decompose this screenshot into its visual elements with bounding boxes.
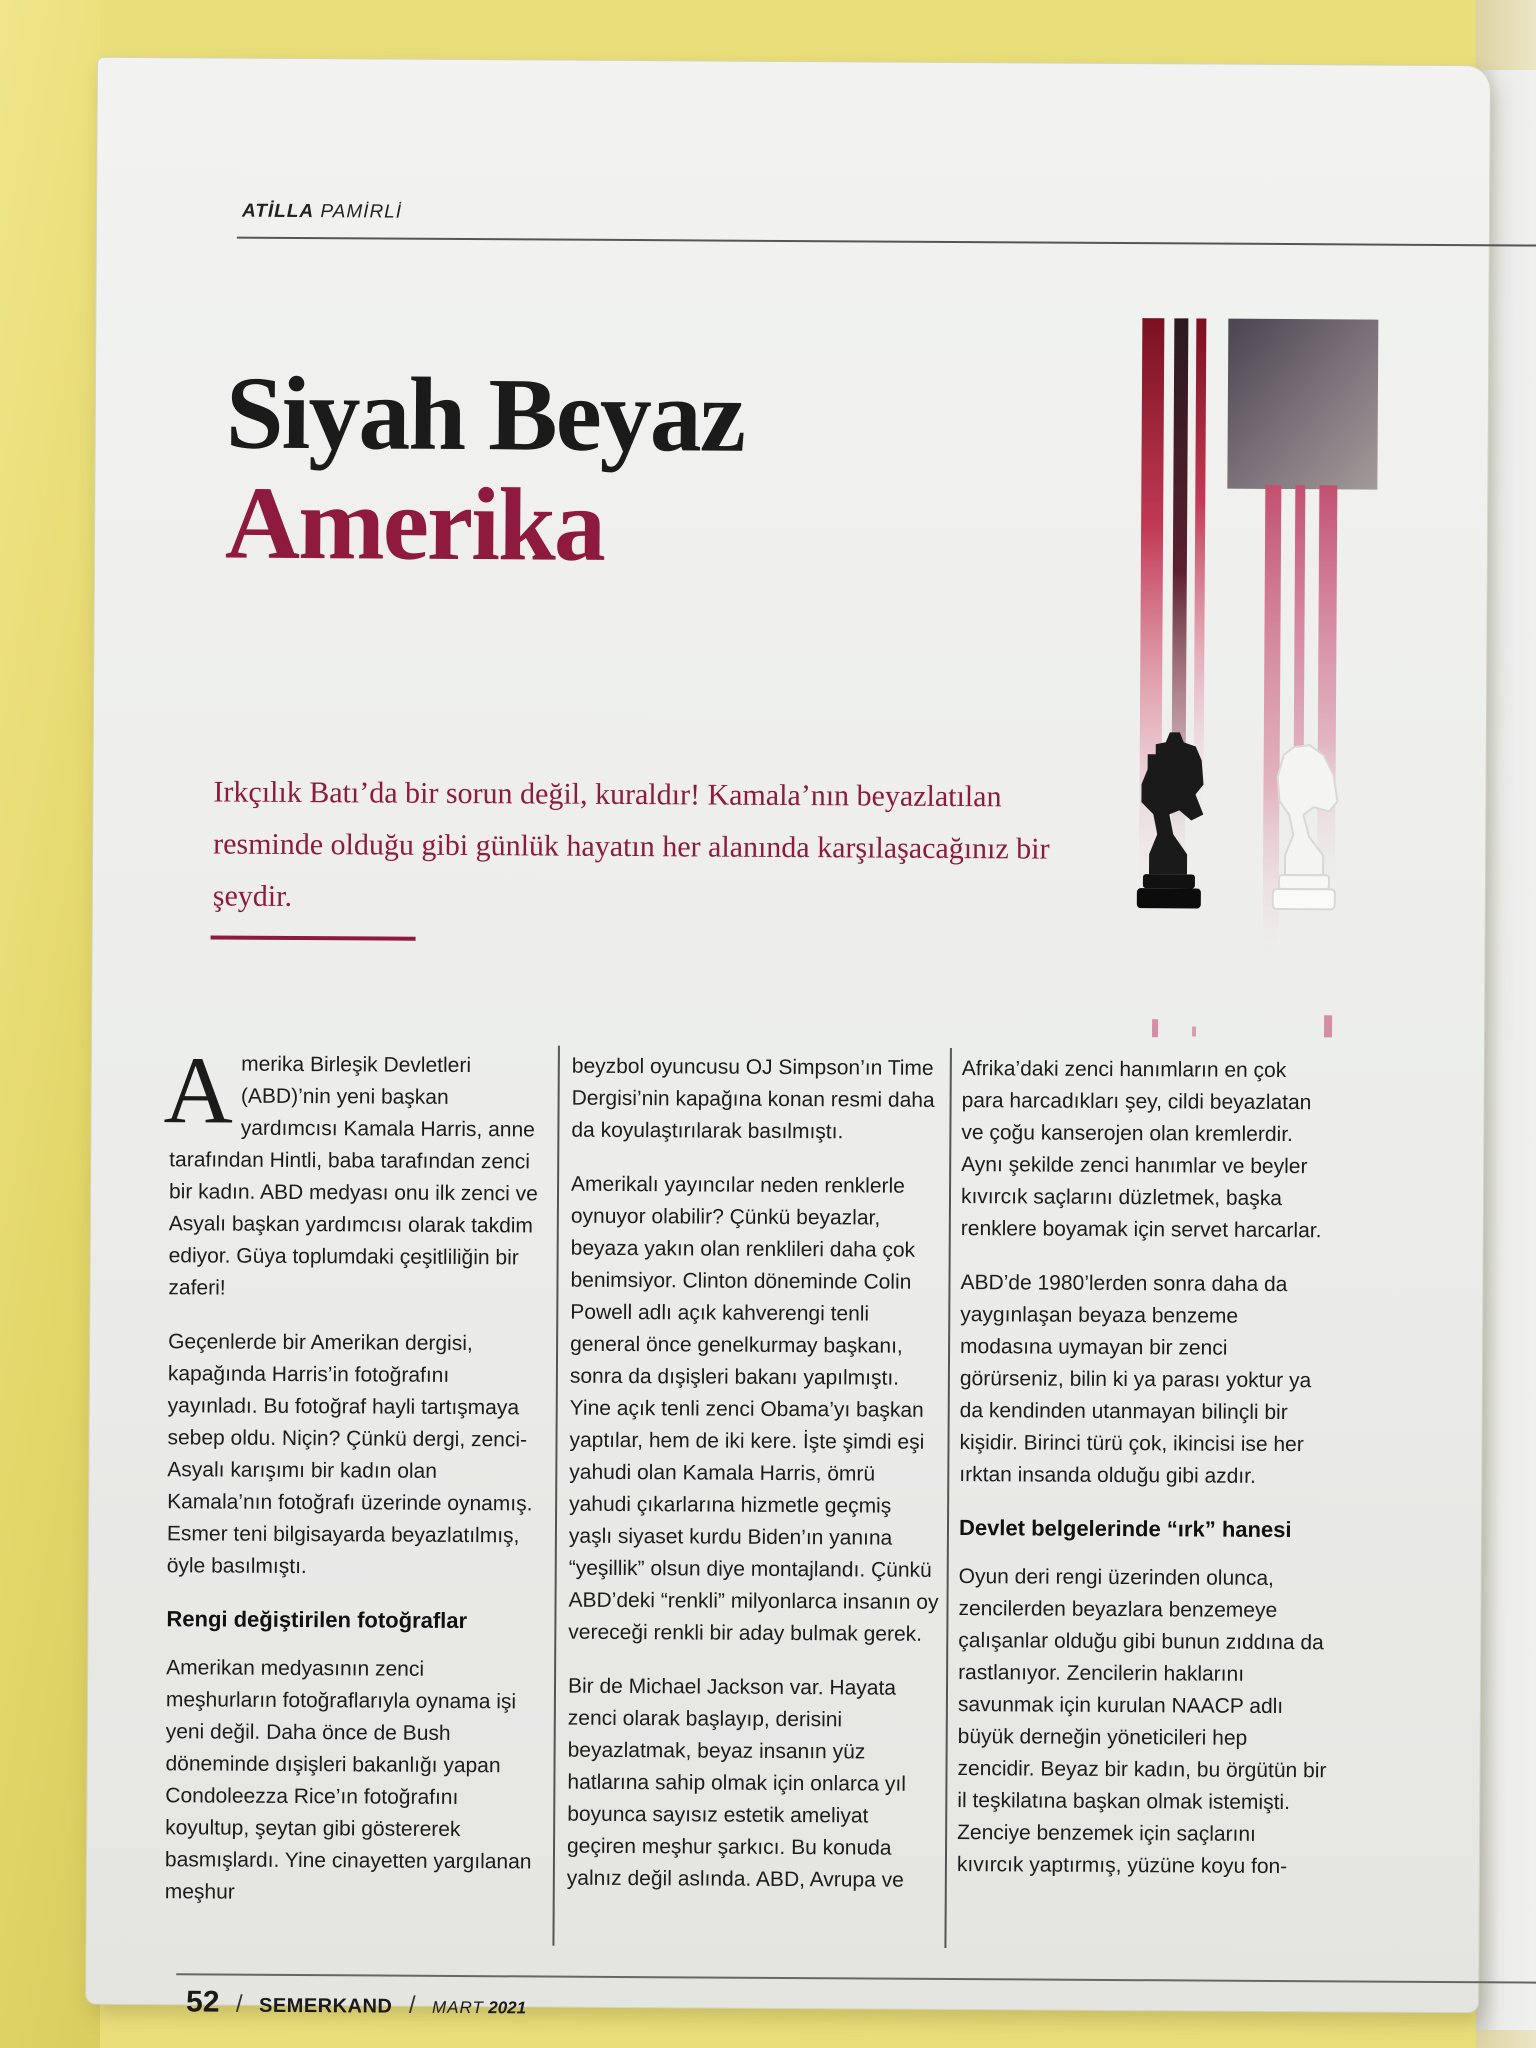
text-column-2 [567,1051,942,1919]
issue-month: MART [431,1997,484,2018]
lead-paragraph: Irkçılık Batı’da bir sorun değil, kuraldır! Kamala’nın beyazlatılan resminde olduğu gibi günlük hayatın her alanında karşılaşacağınız bir şeydir. [212,775,1050,913]
paragraph: Amerikalı yayıncılar neden renklerle oynuyor olabilir? Çünkü beyazlar, beyaza yakın olan renklileri daha çok benimsiyor. Clinton döneminde Colin Powell adlı açık kahverengi tenli general önce genelkurmay başkanı, sonra da dışişleri bakanı yapılmıştı. Yine açık tenli zenci Obama’yı başkan yaptılar, hem de iki kere. İşte şimdi eşi yahudi olan Kamala Harris, ömrü yahudi çıkarlarına hizmetle geçmiş yaşlı siyaset kurdu Biden’ın yanına “yeşillik” olsun diye montajlandı. Çünkü ABD’deki “renkli” milyonlarca insanın oy vereceği renkli bir aday bulmak gerek. [568,1172,939,1646]
paragraph: Geçenlerde bir Amerikan dergisi, kapağında Harris’in fotoğrafını yayınladı. Bu fotoğraf hayli tartışmaya sebep oldu. Niçin? Çünkü dergi, zenci-Asyalı karışımı bir kadın olan Kamala’nın fotoğrafı üzerinde oynamış. Esmer teni bilgisayarda beyazlatılmış, öyle basılmıştı. [166,1330,533,1579]
title-line-1: Siyah Beyaz [225,355,745,474]
paragraph: Amerikan medyasının zenci meşhurların fotoğraflarıyla oynama işi yeni değil. Daha önce de Bush döneminde dışişleri bakanlığı yapan Condoleezza Rice’ın fotoğrafını koyultup, şeytan gibi göstererek basmışlardı. Yine cinayetten yargılanan meşhur [164,1656,532,1904]
article-title [224,355,745,583]
drop-cap: A [163,1036,234,1144]
paragraph-text: merika Birleşik Devletleri (ABD)’nin yeni başkan yardımcısı Kamala Harris, anne tarafından Hintli, baba tarafından zenci bir kadın. ABD medyası onu ilk zenci ve Asyalı başkan yardımcısı olarak takdim ediyor. Güya toplumdaki çeşitliliğin bir zaferi! [168,1052,538,1300]
lead-rule [211,935,416,940]
issue-year: 2021 [488,1998,527,2018]
subheading: Devlet belgelerinde “ırk” hanesi [958,1515,1292,1543]
title-line-2: Amerika [224,465,605,583]
paragraph: ABD’de 1980’lerden sonra daha da yaygınlaşan beyaza benzeme modasına uymayan bir zenci görürseniz, bilin ki ya parası yoktur ya da kendinden utanmayan bilinçli bir kişidir. Birinci türü çok, ikincisi ise her ırktan insanda olduğu gibi azdır. [959,1271,1312,1488]
flag-drip [1324,1015,1332,1037]
flag-drip [1152,1019,1158,1037]
footer-separator: / [235,1990,243,2018]
author-first-name: ATİLLA [241,200,315,223]
author-last-name: PAMİRLİ [320,201,403,223]
footer-separator: / [408,1991,416,2019]
magazine-page [86,58,1490,2019]
author-byline [242,201,402,224]
paragraph: Afrika’daki zenci hanımların en çok para harcadıkları şey, cildi beyazlatan ve çoğu kanserojen olan kremlerdir. Aynı şekilde zenci hanımlar ve beyler kıvırcık saçlarını düzletmek, başka renklere boyamak için servet harcarlar. [960,1057,1322,1243]
header-rule [237,237,1536,247]
flag-chess-illustration [1132,314,1476,1046]
column-rule [944,1048,951,1948]
paragraph: Oyun deri rengi üzerinden olunca, zencilerden beyazlara benzemeye çalışanlar olduğu gibi bunun zıddına da rastlanıyor. Zencilerin haklarını savunmak için kurulan NAACP adlı büyük derneğin yöneticileri hep zencidir. Beyaz bir kadın, bu örgütün bir il teşkilatına başkan olmak istemişti. Zenciye benzemek için saçlarını kıvırcık yaptırmış, yüzüne koyu fon- [956,1565,1327,1879]
text-column-3 [957,1053,1332,1905]
column-rule [552,1046,559,1946]
flag-drip [1192,1026,1196,1036]
paragraph: Bir de Michael Jackson var. Hayata zenci olarak başlayıp, derisini beyazlatmak, beyaz insanın yüz hatlarına sahip olmak için onlarca yıl boyunca sayısız estetik ameliyat geçiren meşhur şarkıcı. Bu konuda yalnız değil aslında. ABD, Avrupa ve [566,1674,907,1892]
paragraph [163,1036,540,1306]
article-illustration [1132,314,1476,1046]
page-footer [186,1985,526,2021]
paragraph: beyzbol oyuncusu OJ Simpson’ın Time Dergisi’nin kapağına konan resmi daha da koyulaştırılarak basılmıştı. [571,1054,935,1144]
flag-stripe [1317,485,1338,905]
text-column-1 [163,1036,540,1932]
flag-canton [1227,319,1378,490]
magazine-name: SEMERKAND [258,1994,393,2018]
footer-rule [176,1973,1536,1983]
desk-surface-left [0,0,100,2048]
subheading: Rengi değiştirilen fotoğraflar [166,1606,468,1634]
page-number: 52 [185,1985,220,2019]
